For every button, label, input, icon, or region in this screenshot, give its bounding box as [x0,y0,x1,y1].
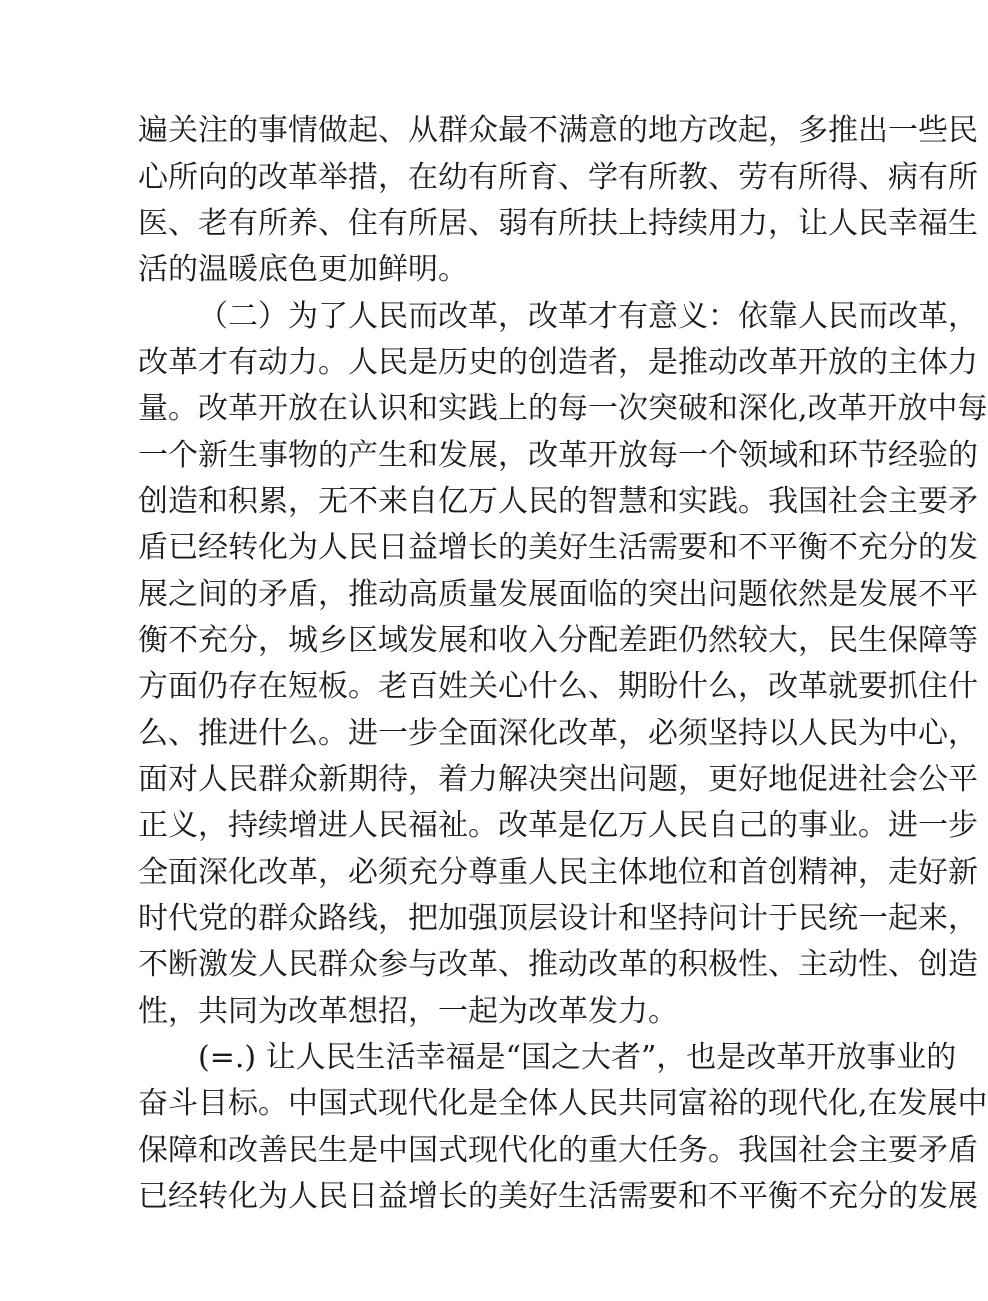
text-line: 活的温暖底色更加鲜明。 [138,252,468,287]
text-line: 量。改革开放在认识和实践上的每一次突破和深化,改革开放中每 [138,391,988,426]
text-line: 展之间的矛盾，推动高质量发展面临的突出问题依然是发展不平 [138,577,978,612]
text-line: 心所向的改革举措，在幼有所育、学有所教、劳有所得、病有所 [138,160,978,195]
text-line: 一个新生事物的产生和发展，改革开放每一个领域和环节经验的 [138,438,978,473]
text-line: 盾已经转化为人民日益增长的美好生活需要和不平衡不充分的发 [138,530,978,565]
text-line: 全面深化改革，必须充分尊重人民主体地位和首创精神，走好新 [138,855,978,890]
text-line: 医、老有所养、住有所居、弱有所扶上持续用力，让人民幸福生 [138,206,978,241]
text-line: 么、推进什么。进一步全面深化改革，必须坚持以人民为中心， [138,716,978,751]
text-line: 衡不充分，城乡区域发展和收入分配差距仍然较大，民生保障等 [138,623,978,658]
text-line: 面对人民群众新期待，着力解决突出问题，更好地促进社会公平 [138,762,978,797]
text-line: 创造和积累，无不来自亿万人民的智慧和实践。我国社会主要矛 [138,484,978,519]
text-line: 正义，持续增进人民福祉。改革是亿万人民自己的事业。进一步 [138,808,978,843]
text-line: 保障和改善民生是中国式现代化的重大任务。我国社会主要矛盾 [138,1133,978,1168]
text-line: 遍关注的事情做起、从群众最不满意的地方改起，多推出一些民 [138,113,978,148]
text-line: 改革才有动力。人民是历史的创造者，是推动改革开放的主体力 [138,345,978,380]
section-heading-2: （二）为了人民而改革，改革才有意义：依靠人民而改革， [198,299,978,334]
text-line: 不断激发人民群众参与改革、推动改革的积极性、主动性、创造 [138,947,978,982]
section-heading-3: (=.) 让人民生活幸福是“国之大者”，也是改革开放事业的 [198,1040,957,1075]
text-line: 方面仍存在短板。老百姓关心什么、期盼什么，改革就要抓住什 [138,669,978,704]
text-line: 性，共同为改革想招，一起为改革发力。 [138,994,678,1029]
text-line: 时代党的群众路线，把加强顶层设计和坚持问计于民统一起来， [138,901,978,936]
text-line: 奋斗目标。中国式现代化是全体人民共同富裕的现代化,在发展中 [138,1086,988,1121]
text-line: 已经转化为人民日益增长的美好生活需要和不平衡不充分的发展 [138,1179,978,1214]
